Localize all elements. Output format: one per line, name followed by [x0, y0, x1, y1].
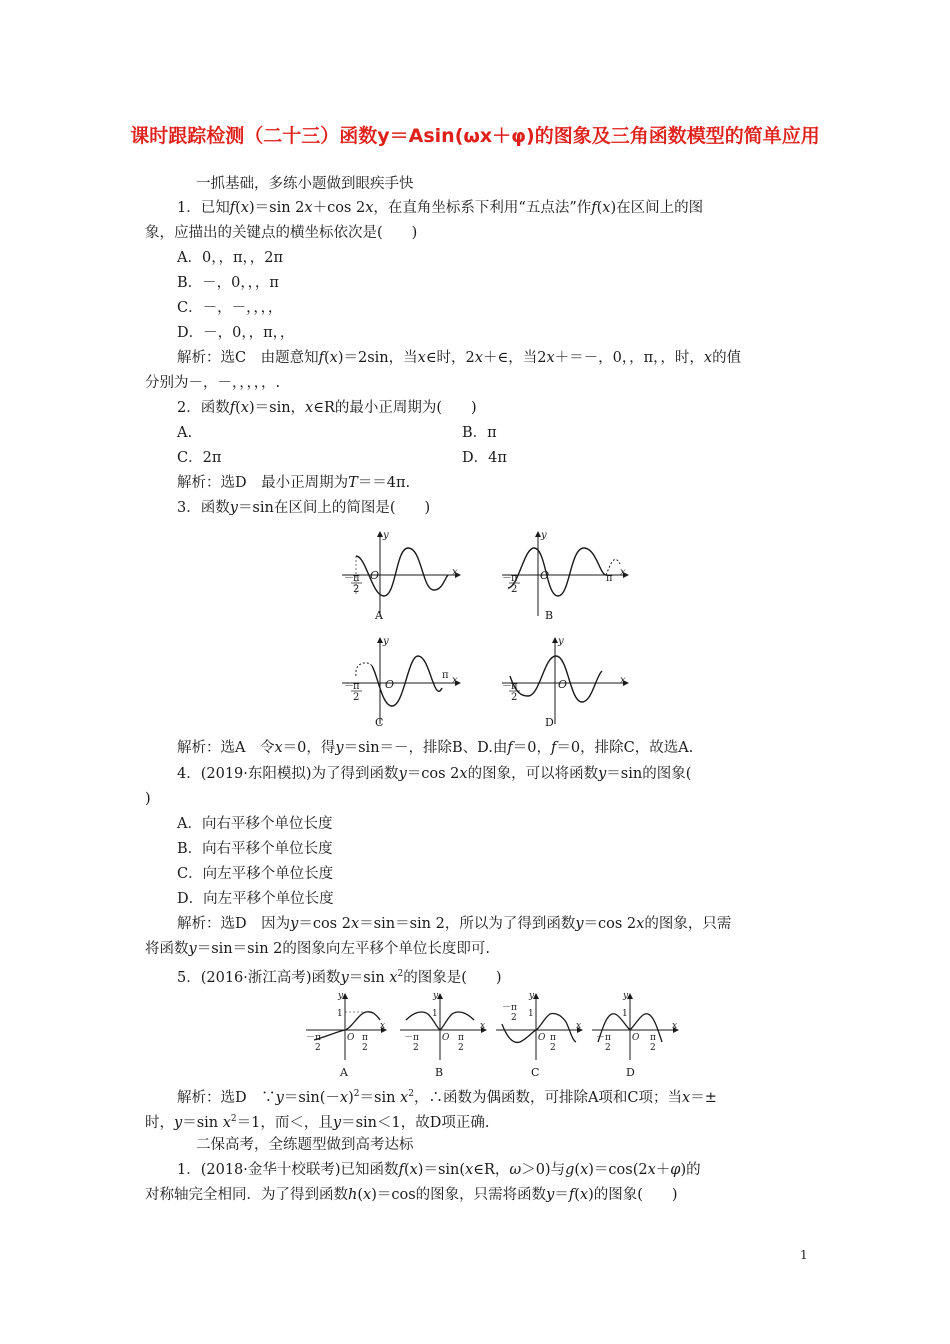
q3-graph-b	[502, 530, 628, 622]
q5-graph-b	[400, 991, 486, 1079]
q5-d-neg-pi: π	[605, 1033, 611, 1043]
q2-option-b: B．π	[462, 425, 497, 441]
q5-b-origin: O	[442, 1033, 450, 1043]
q3-c-neg: －	[344, 681, 354, 692]
q3-b-neg: －	[502, 573, 512, 584]
q3-d-neg: －	[502, 681, 512, 692]
q3-caption-d: D	[545, 716, 554, 729]
q1-solution-line1: 解析：选C 由题意知f(x)＝2sin，当x∈时，2x＋∈，当2x＋＝－，0，，π，，时，x的值	[177, 350, 742, 366]
q5-caption-d: D	[626, 1066, 635, 1079]
page-title: 课时跟踪检测（二十三）函数y＝Asin(ωx＋φ)的图象及三角函数模型的简单应用	[130, 125, 820, 147]
q5-solution-line1: 解析：选D $\because y=\sin(-x)^2=\sin$ $x^2$，∴函数为偶函数，可排除A项和C项；当x＝±	[177, 1089, 717, 1106]
q1-stem-line1: 1．已知f(x)＝sin 2x＋cos 2x，在直角坐标系下利用“五点法”作f(x)在区间上的图	[177, 200, 704, 216]
q4-stem-line1: 4．(2019·东阳模拟)为了得到函数y＝cos 2x的图象，可以将函数y＝sin的图象(	[177, 766, 692, 782]
q3-a-x-label: x	[452, 567, 458, 578]
q5-caption-a: A	[340, 1066, 348, 1079]
q5-b-neg: －	[404, 1033, 414, 1043]
q1-solution-line2: 分别为－，－，，，，，.	[145, 375, 281, 391]
q5-b-two: 2	[458, 1043, 464, 1053]
q3-d-y-label: y	[558, 636, 564, 647]
q3-solution: 解析：选A 令x＝0，得y＝sin＝－，排除B、D.由f＝0，f＝0，排除C，故选A.	[177, 740, 694, 756]
q1-stem-line2: 象，应描出的关键点的横坐标依次是( )	[145, 225, 418, 241]
q5-c-neg: －	[502, 1003, 512, 1013]
q5-a-neg-two: 2	[315, 1043, 321, 1053]
q3-a-origin: O	[370, 569, 380, 582]
q3-b-two: 2	[511, 584, 518, 595]
q5-d-origin: O	[632, 1033, 640, 1043]
q5-graph-a	[306, 991, 386, 1079]
q3-a-y-label: y	[383, 530, 389, 541]
q5-a-pi: π	[362, 1033, 368, 1043]
q5-solution-line2: 时，y＝sin $x^2=1$，而＜，且y＝sin＜1，故D项正确.	[145, 1114, 490, 1131]
q3-a-neg: －	[344, 573, 354, 584]
q4-solution-line2: 将函数y＝sin＝sin 2的图象向左平移个单位长度即可.	[145, 941, 490, 957]
q3-c-origin: O	[385, 678, 395, 691]
q5-a-origin: O	[347, 1033, 355, 1043]
q5-a-neg-pi: π	[315, 1033, 321, 1043]
q3-d-neg-pi: π	[511, 681, 518, 692]
q5-graph-d	[592, 991, 678, 1079]
q1-option-c: C．－，－，，，，	[177, 300, 283, 316]
q5-c-pi: π	[550, 1033, 556, 1043]
q3-caption-b: B	[545, 609, 554, 622]
q3-b-pi: π	[606, 573, 613, 584]
q5-d-two: 2	[650, 1043, 656, 1053]
q2-stem: 2．函数f(x)＝sin，x∈R的最小正周期为( )	[177, 400, 477, 416]
q3-caption-a: A	[375, 609, 383, 622]
q5-a-x-label: x	[380, 1021, 386, 1031]
q3-stem: 3．函数y＝sin在区间上的简图是( )	[177, 500, 431, 516]
q3-a-two: 2	[353, 584, 360, 595]
q1-option-b: B．－，0，，，π	[177, 275, 279, 291]
q5-figures	[300, 988, 690, 1080]
q4-option-a: A．向右平移个单位长度	[177, 816, 333, 832]
q5-b-x-label: x	[480, 1021, 486, 1031]
q3-c-pi: π	[442, 670, 449, 681]
q5-d-pi: π	[650, 1033, 656, 1043]
q5-b-pi: π	[458, 1033, 464, 1043]
q3-c-y-label: y	[383, 636, 389, 647]
q5-caption-b: B	[435, 1066, 444, 1079]
q5-d-one: 1	[622, 1009, 628, 1019]
q5-c-origin: O	[538, 1033, 546, 1043]
q3-figures	[330, 526, 640, 736]
q4-option-b: B．向右平移个单位长度	[177, 841, 333, 857]
p1-stem-line1: 1．(2018·金华十校联考)已知函数f(x)＝sin(x∈R，ω＞0)与g(x)＝cos(2x＋φ)的	[177, 1162, 701, 1178]
q2-option-a: A.	[177, 425, 193, 441]
q5-b-y-label: y	[433, 991, 439, 1001]
q5-d-neg: －	[596, 1033, 606, 1043]
q3-a-pi: π	[353, 573, 360, 584]
q5-a-two: 2	[362, 1043, 368, 1053]
q5-d-neg-two: 2	[605, 1043, 611, 1053]
q3-c-x-label: x	[452, 675, 458, 686]
q5-c-one: 1	[528, 1009, 534, 1019]
q5-a-y-label: y	[338, 991, 344, 1001]
q5-c-neg-pi: π	[511, 1003, 517, 1013]
q5-a-one: 1	[337, 1009, 343, 1019]
q5-c-two: 2	[550, 1043, 556, 1053]
q5-c-y-label: y	[529, 991, 535, 1001]
q2-option-c: C．2π	[177, 450, 222, 466]
q2-solution: 解析：选D 最小正周期为T＝＝4π.	[177, 475, 411, 491]
q3-b-neg-pi: π	[511, 573, 518, 584]
q3-graph-d	[502, 636, 628, 729]
q4-option-c: C．向左平移个单位长度	[177, 866, 334, 882]
q3-c-two: 2	[353, 692, 360, 703]
q5-d-x-label: x	[672, 1021, 678, 1031]
q5-b-neg-pi: π	[413, 1033, 419, 1043]
q4-stem-line2: )	[145, 791, 151, 807]
q3-b-y-label: y	[541, 530, 547, 541]
q3-caption-c: C	[375, 716, 384, 729]
q5-stem: 5．(2016·浙江高考)函数y＝sin $x^2$的图象是( )	[177, 969, 502, 986]
q3-d-origin: O	[558, 678, 568, 691]
q5-c-neg-two: 2	[511, 1013, 517, 1023]
q3-d-x-label: x	[620, 675, 626, 686]
page-number: 1	[800, 1248, 808, 1262]
q5-graph-c	[496, 991, 582, 1079]
q5-b-one: 1	[432, 1009, 438, 1019]
q3-graph-a	[342, 530, 460, 622]
q3-c-neg-pi: π	[353, 681, 360, 692]
q3-d-two: 2	[511, 692, 518, 703]
section-heading-1: 一抓基础，多练小题做到眼疾手快	[196, 176, 414, 192]
q1-option-d: D．－，0，，π，，	[177, 325, 295, 341]
q5-c-x-label: x	[576, 1021, 582, 1031]
q3-graph-c	[342, 636, 460, 729]
q3-b-origin: O	[540, 569, 550, 582]
q5-b-neg-two: 2	[413, 1043, 419, 1053]
p1-stem-line2: 对称轴完全相同．为了得到函数h(x)＝cos的图象，只需将函数y＝f(x)的图象( )	[145, 1187, 678, 1203]
q5-caption-c: C	[531, 1066, 540, 1079]
q4-option-d: D．向左平移个单位长度	[177, 891, 334, 907]
q2-option-d: D．4π	[462, 450, 507, 466]
section-heading-2: 二保高考，全练题型做到高考达标	[196, 1137, 414, 1153]
q3-b-x-label: x	[620, 567, 626, 578]
q5-d-y-label: y	[623, 991, 629, 1001]
q4-solution-line1: 解析：选D 因为y＝cos 2x＝sin＝sin 2，所以为了得到函数y＝cos 2x的图象，只需	[177, 916, 732, 932]
q5-a-neg: －	[306, 1033, 316, 1043]
q1-option-a: A．0，，π，，2π	[177, 250, 283, 266]
